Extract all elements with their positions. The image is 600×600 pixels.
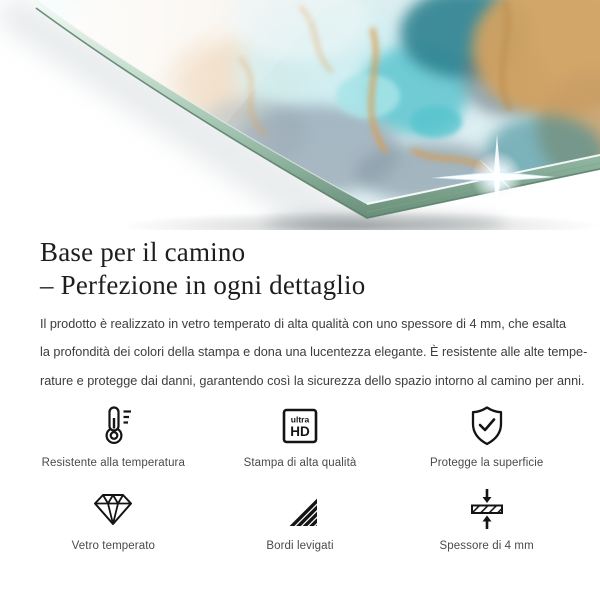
feature-label: Vetro temperato (71, 540, 155, 553)
page-title-line2: – Perfezione in ogni dettaglio (40, 270, 366, 300)
feature-label: Stampa di alta qualità (243, 457, 357, 470)
feature-label: Protegge la superficie (429, 457, 544, 470)
glass-panel-photo (0, 0, 600, 230)
svg-text:ultra: ultra (290, 414, 310, 425)
ultra-hd-icon (277, 403, 323, 449)
feature-thickness (440, 486, 534, 552)
page-title-line1: Base per il camino (40, 237, 246, 267)
feature-print-quality (244, 403, 357, 469)
product-description (40, 310, 588, 395)
feature-surface-protection (430, 403, 543, 469)
feature-label: Bordi levigati (266, 540, 334, 553)
svg-text:HD: HD (290, 424, 310, 440)
feature-grid (0, 403, 600, 552)
feature-label: Resistente alla temperatura (41, 457, 185, 470)
description-line: la profondità dei colori della stampa e dona una lucentezza elegante. È resistente alle alte tempe- (40, 345, 588, 360)
page-title (40, 236, 560, 302)
description-line: Il prodotto è realizzato in vetro temperato di alta qualità con uno spessore di 4 mm, che esalta (40, 317, 567, 331)
diamond-icon (90, 486, 136, 532)
feature-polished-edges (266, 486, 333, 552)
feature-label: Spessore di 4 mm (439, 540, 534, 553)
thermometer-icon (90, 403, 136, 449)
thickness-4mm-icon (464, 486, 510, 532)
description-line: rature e protegge dai danni, garantendo così la sicurezza dello spazio intorno al camino per anni. (40, 373, 585, 388)
feature-tempered-glass (72, 486, 155, 552)
product-image (0, 0, 600, 230)
shield-check-icon (464, 403, 510, 449)
polished-edges-icon (277, 486, 323, 532)
feature-temperature-resistance (42, 403, 185, 469)
